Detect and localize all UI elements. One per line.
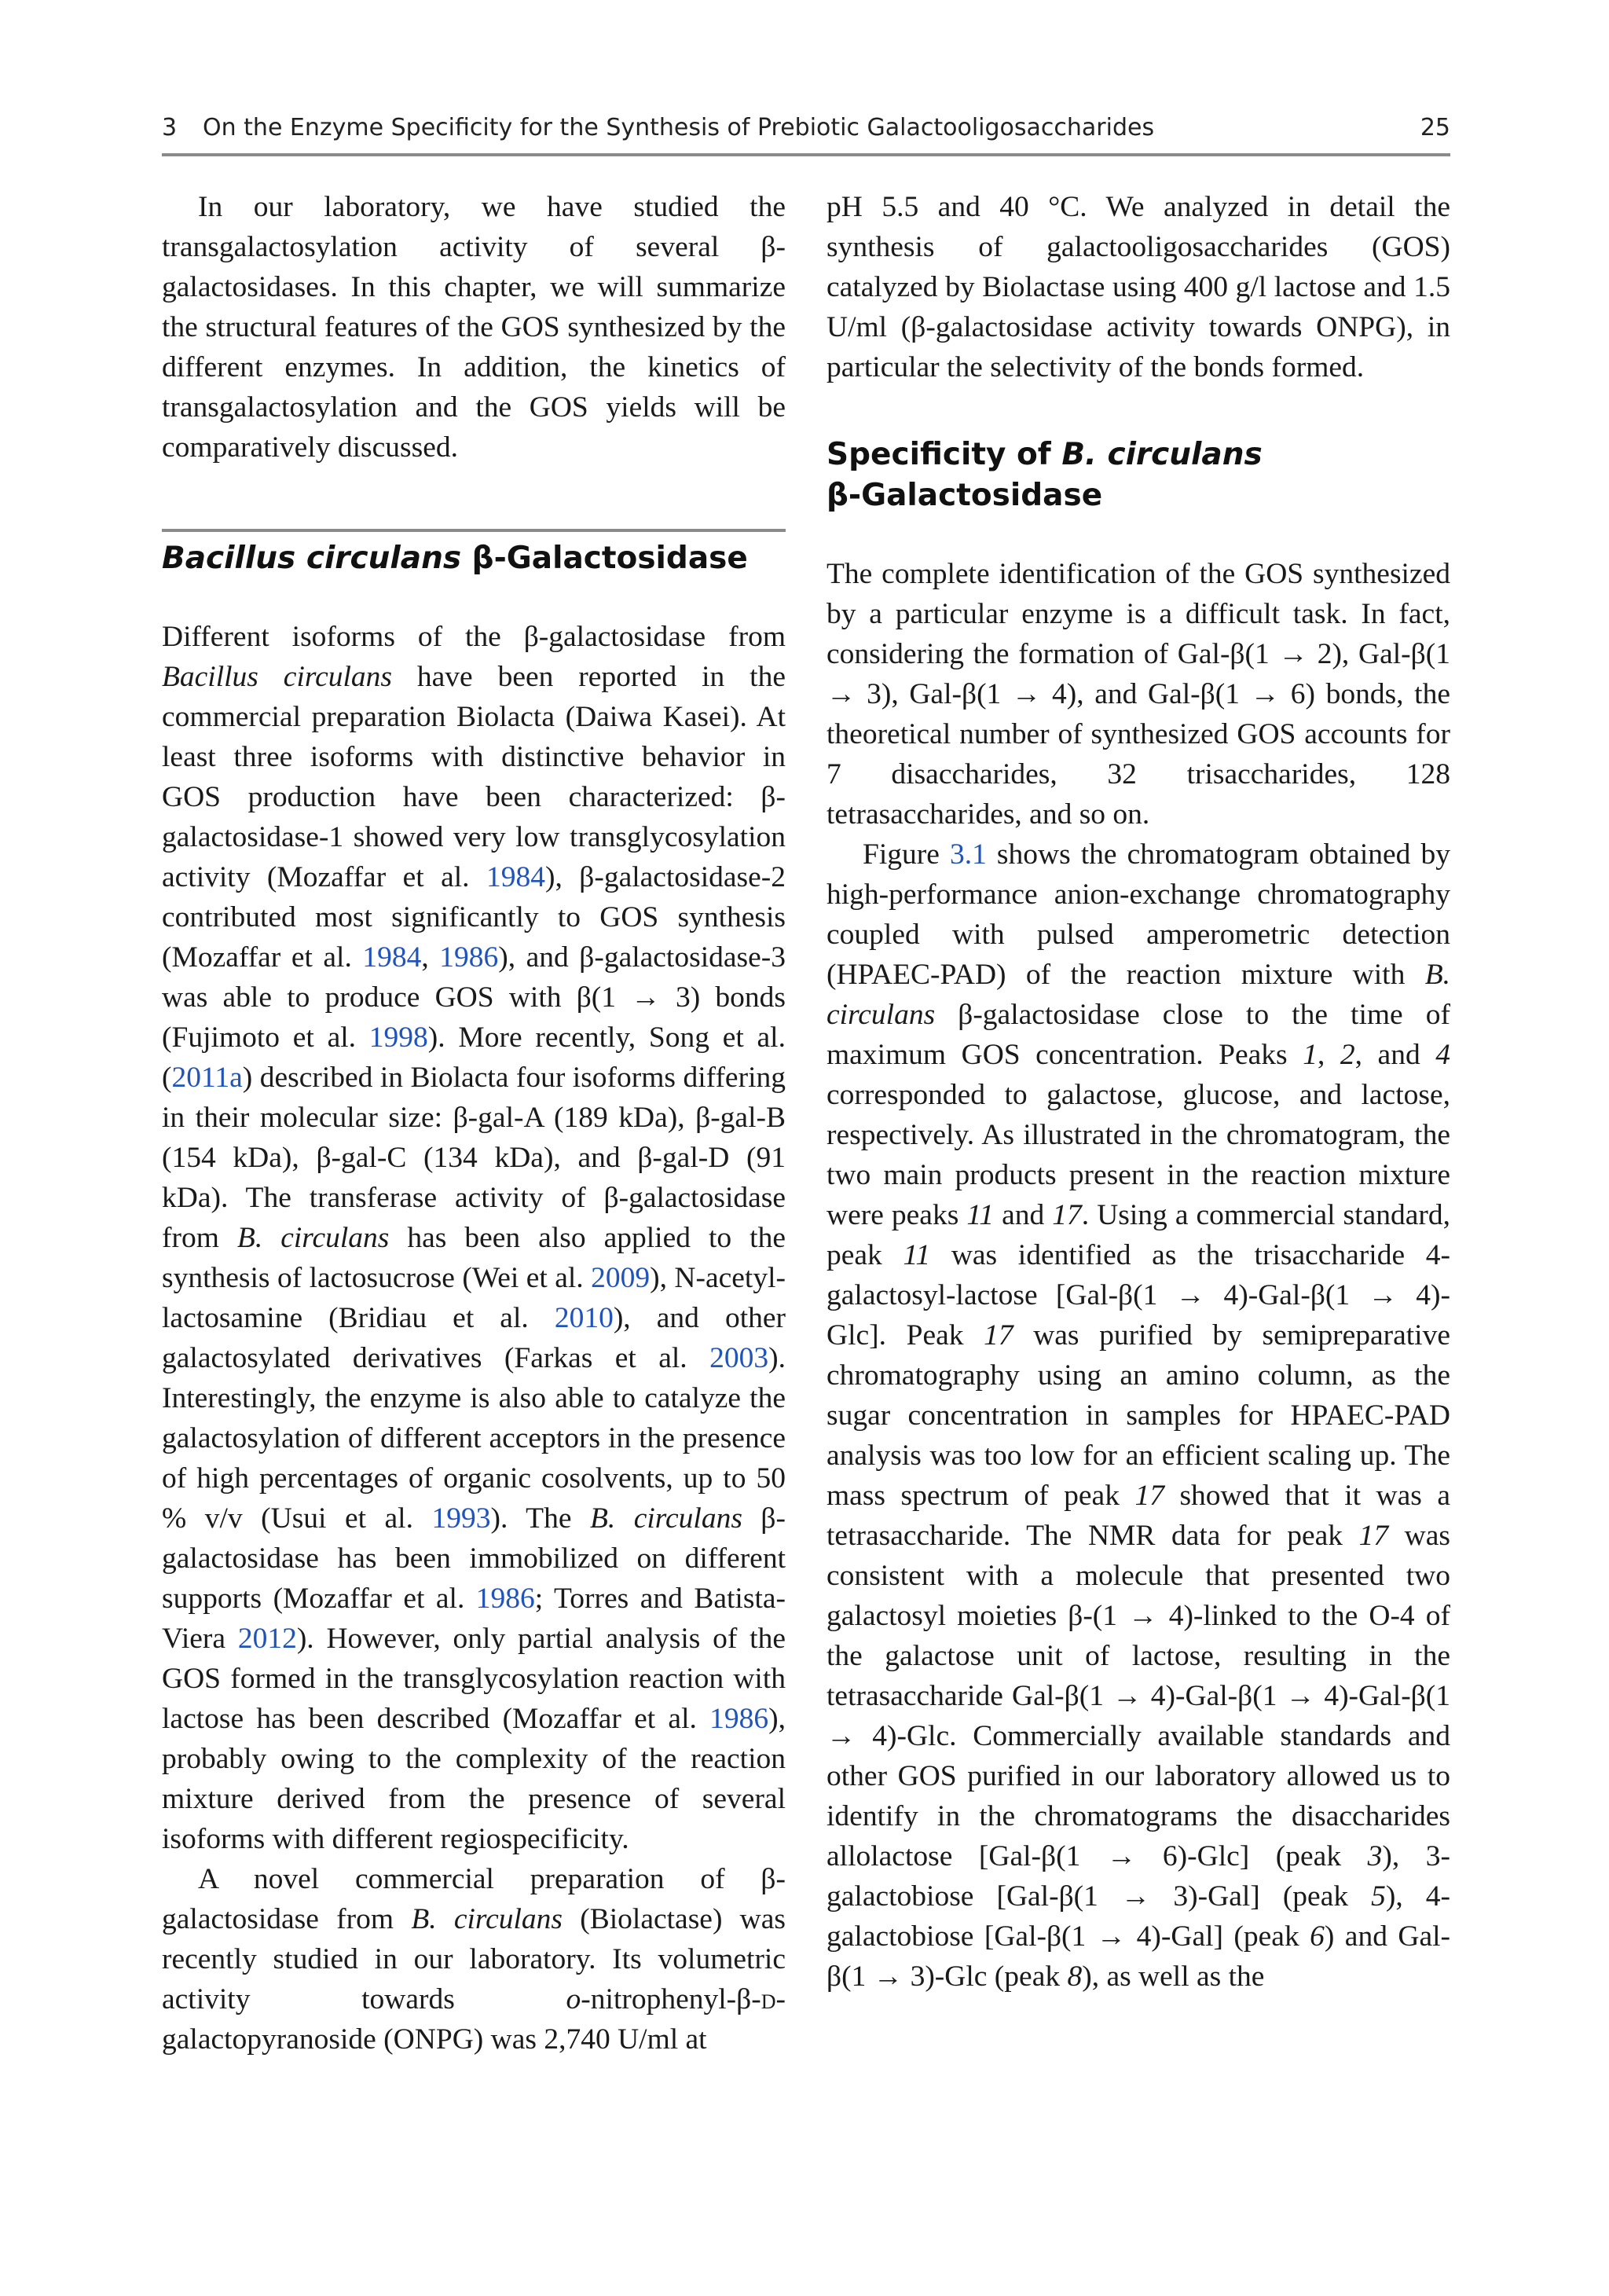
citation-link[interactable]: 1998	[368, 1021, 428, 1054]
body-paragraph-identification: The complete identification of the GOS synthesized by a particular enzyme is a difficult task. In fact, considering the formation of Gal-β(1 → 2), Gal-β(1 → 3), Gal-β(1 → 4), and Gal-β(1 → 6) bonds, the theoretical number of synthesized GOS accounts for 7 disaccharides, 32 trisaccharides, 128 tetrasaccharides, and so on.	[826, 558, 1450, 831]
figure-link[interactable]: 3.1	[949, 838, 987, 871]
citation-link[interactable]: 1993	[431, 1502, 491, 1535]
citation-link[interactable]: 1984	[486, 861, 545, 893]
section-heading-part2: β-Galactosidase	[826, 478, 1103, 513]
body-paragraph-chromatogram: Figure 3.1 shows the chromatogram obtained by high-performance anion-exchange chromatography coupled with pulsed amperometric detection (HPAEC-PAD) of the reaction mixture with B. circulans β-galactosidase close to the time of maximum GOS concentration. Peaks 1, 2, and 4 corresponded to galactose, glucose, and lactose, respectively. As illustrated in the chromatogram, the two main products present in the reaction mixture were peaks 11 and 17. Using a commercial standard, peak 11 was identified as the trisaccharide 4-galactosyl-lactose [Gal-β(1 → 4)-Gal-β(1 → 4)-Glc]. Peak 17 was purified by semipreparative chromatography using an amino column, as the sugar concentration in samples for HPAEC-PAD analysis was too low for an efficient scaling up. The mass spectrum of peak 17 showed that it was a tetrasaccharide. The NMR data for peak 17 was consistent with a molecule that presented two galactosyl moieties β-(1 → 4)-linked to the O-4 of the galactose unit of lactose, resulting in the tetrasaccharide Gal-β(1 → 4)-Gal-β(1 → 4)-Gal-β(1 → 4)-Glc. Commercially available standards and other GOS purified in our laboratory allowed us to identify in the chromatograms the disaccharides allolactose [Gal-β(1 → 6)-Glc] (peak 3), 3-galactobiose [Gal-β(1 → 3)-Gal] (peak 5), 4-galactobiose [Gal-β(1 → 4)-Gal] (peak 6) and Gal-β(1 → 3)-Glc (peak 8), as well as the	[826, 838, 1451, 1993]
citation-link[interactable]: 1984	[362, 941, 422, 974]
intro-paragraph: In our laboratory, we have studied the transgalactosylation activity of several β-galactosidases. In this chapter, we will summarize the structural features of the GOS synthesized by the different enzymes. In addition, the kinetics of transgalactosylation and the GOS yields will be comparatively discussed.	[162, 191, 786, 464]
section-heading-specificity	[826, 435, 1450, 516]
body-paragraph-isoforms: Different isoforms of the β-galactosidase from Bacillus circulans have been reported in the commercial preparation Biolacta (Daiwa Kasei). At least three isoforms with distinctive behavior in GOS production have been characterized: β-galactosidase-1 showed very low transglycosylation activity (Mozaffar et al. 1984), β-galactosidase-2 contributed most significantly to GOS synthesis (Mozaffar et al. 1984, 1986), and β-galactosidase-3 was able to produce GOS with β(1 → 3) bonds (Fujimoto et al. 1998). More recently, Song et al. (2011a) described in Biolacta four isoforms differing in their molecular size: β-gal-A (189 kDa), β-gal-B (154 kDa), β-gal-C (134 kDa), and β-gal-D (91 kDa). The transferase activity of β-galactosidase from B. circulans has been also applied to the synthesis of lactosucrose (Wei et al. 2009), N-acetyl-lactosamine (Bridiau et al. 2010), and other galactosylated derivatives (Farkas et al. 2003). Interestingly, the enzyme is also able to catalyze the galactosylation of different acceptors in the presence of high percentages of organic cosolvents, up to 50 % v/v (Usui et al. 1993). The B. circulans β-galactosidase has been immobilized on different supports (Mozaffar et al. 1986; Torres and Batista-Viera 2012). However, only partial analysis of the GOS formed in the transglycosylation reaction with lactose has been described (Mozaffar et al. 1986), probably owing to the complexity of the reaction mixture derived from the presence of several isoforms with different regiospecificity.	[162, 621, 786, 1855]
right-column	[826, 187, 1450, 1997]
chapter-title: On the Enzyme Specificity for the Synthesis of Prebiotic Galactooligosaccharides	[203, 114, 1155, 141]
citation-link[interactable]: 2011a	[171, 1062, 243, 1094]
page-number: 25	[1420, 114, 1450, 141]
citation-link[interactable]: 1986	[439, 941, 499, 974]
citation-link[interactable]: 1986	[475, 1583, 535, 1615]
continued-paragraph: pH 5.5 and 40 °C. We analyzed in detail the synthesis of galactooligosaccharides (GOS) catalyzed by Biolactase using 400 g/l lactose and 1.5 U/ml (β-galactosidase activity towards ONPG), in particular the selectivity of the bonds formed.	[826, 191, 1450, 383]
citation-link[interactable]: 2010	[554, 1302, 614, 1334]
section-heading-italic: B. circulans	[1061, 437, 1263, 472]
body-paragraph-biolactase: A novel commercial preparation of β-galactosidase from B. circulans (Biolactase) was recently studied in our laboratory. Its volumetric activity towards o-nitrophenyl-β-d-galactopyranoside (ONPG) was 2,740 U/ml at	[162, 1863, 786, 2056]
section-rule	[162, 529, 786, 532]
left-column	[162, 187, 786, 2059]
running-head	[162, 108, 1450, 148]
header-rule	[162, 153, 1450, 156]
section-heading-italic: Bacillus circulans	[162, 541, 462, 576]
citation-link[interactable]: 2012	[237, 1623, 297, 1655]
section-heading-rest: β-Galactosidase	[471, 541, 748, 576]
citation-link[interactable]: 1986	[709, 1703, 769, 1735]
section-heading-part1: Specificity of	[826, 437, 1062, 472]
citation-link[interactable]: 2003	[709, 1342, 769, 1374]
chapter-number: 3	[162, 114, 178, 141]
section-heading-bacillus	[162, 538, 786, 579]
citation-link[interactable]: 2009	[591, 1262, 651, 1294]
